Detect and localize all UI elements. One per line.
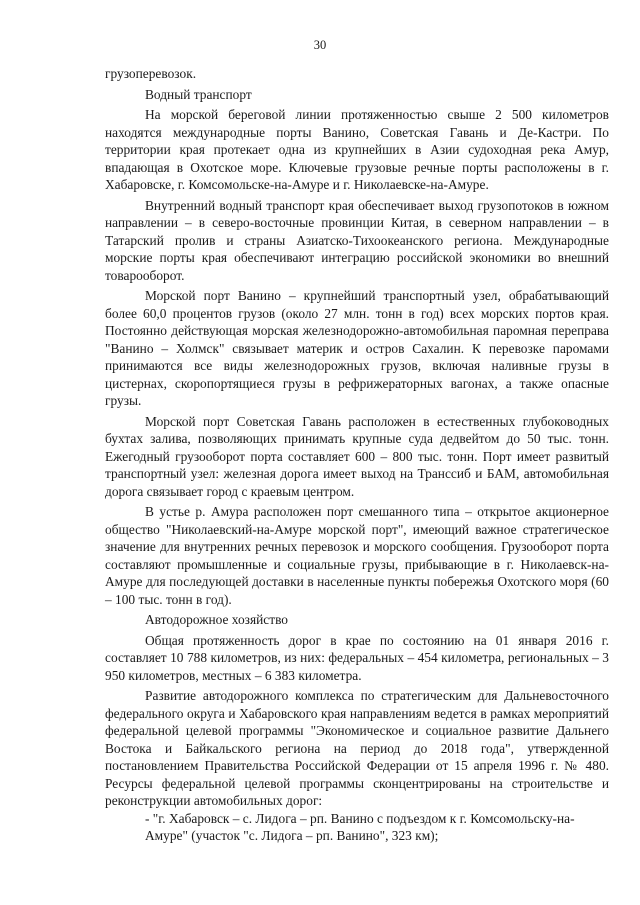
paragraph-inland-water-transport: Внутренний водный транспорт края обеспечивает выход грузопотоков в южном направлении – в северо-восточные провинции Китая, в северном направлении – в Татарский пролив и страны Азиатско-Тихоокеанского региона. Международные морские порты края обеспечивают интеграцию российской экономики во внешний товарооборот. bbox=[105, 197, 609, 283]
paragraph-road-development: Развитие автодорожного комплекса по стратегическим для Дальневосточного федерального округа и Хабаровского края направлениям ведется в рамках мероприятий федеральной целевой программы "Экономическое и социальное развитие Дальнего Востока и Байкальского региона на период до 2018 года", утвержденной постановлением Правительства Российской Федерации от 15 апреля 1996 г. № 480. Ресурсы федеральной целевой программы сконцентрированы на строительстве и реконструкции автомобильных дорог: bbox=[105, 688, 609, 808]
paragraph-road-length: Общая протяженность дорог в крае по состоянию на 01 января 2016 г. составляет 10 788 километров, из них: федеральных – 454 километра, региональных – 3 950 километров, местных – 6 383 километра. bbox=[105, 632, 609, 683]
section-heading-water-transport: Водный транспорт bbox=[145, 86, 252, 102]
paragraph-sovetskaya-gavan-port: Морской порт Советская Гавань расположен в естественных глубоководных бухтах залива, позволяющих принимать крупные суда дедвейтом до 50 тыс. тонн. Ежегодный грузооборот порта составляет 600 – 800 тыс. тонн. Порт имеет развитый транспортный узел: железная дорога имеет выход на Транссиб и БАМ, автомобильная дорога связывает город с краевым центром. bbox=[105, 413, 609, 499]
list-item-road-project: - "г. Хабаровск – с. Лидога – рп. Ванино с подъездом к г. Комсомольску-на-Амуре" (участок "с. Лидога – рп. Ванино", 323 км); bbox=[145, 810, 575, 843]
section-heading-road-economy: Автодорожное хозяйство bbox=[145, 612, 288, 627]
paragraph-nikolaevsk-port: В устье р. Амура расположен порт смешанного типа – открытое акционерное общество "Николаевский-на-Амуре морской порт", имеющий важное стратегическое значение для внутренних речных перевозок и морского сообщения. Грузооборот порта составляют промышленные и социальные грузы, прибывающие в г. Николаевск-на-Амуре для последующей доставки в населенные пункты побережья Охотского моря (60 – 100 тыс. тонн в год). bbox=[105, 504, 609, 607]
document-body bbox=[105, 65, 609, 845]
page-number: 30 bbox=[313, 38, 327, 52]
continuation-text: грузоперевозок. bbox=[105, 66, 197, 81]
paragraph-vanino-port: Морской порт Ванино – крупнейший транспортный узел, обрабатывающий более 60,0 процентов грузов (около 27 млн. тонн в год) всех морских портов края. Постоянно действующая морская железнодорожно-автомобильная паромная переправа "Ванино – Холмск" связывает материк и остров Сахалин. К перевозке паромами принимаются все виды железнодорожных грузов, включая наливные грузы в цистернах, скоропортящиеся грузы в рефрижераторных вагонах, а также опасные грузы. bbox=[105, 288, 609, 408]
paragraph-coastline-ports: На морской береговой линии протяженностью свыше 2 500 километров находятся международные порты Ванино, Советская Гавань и Де-Кастри. По территории края протекает одна из крупнейших в Азии судоходная река Амур, впадающая в Охотское море. Ключевые грузовые речные порты расположены в г. Хабаровске, г. Комсомольске-на-Амуре и г. Николаевске-на-Амуре. bbox=[105, 107, 609, 192]
